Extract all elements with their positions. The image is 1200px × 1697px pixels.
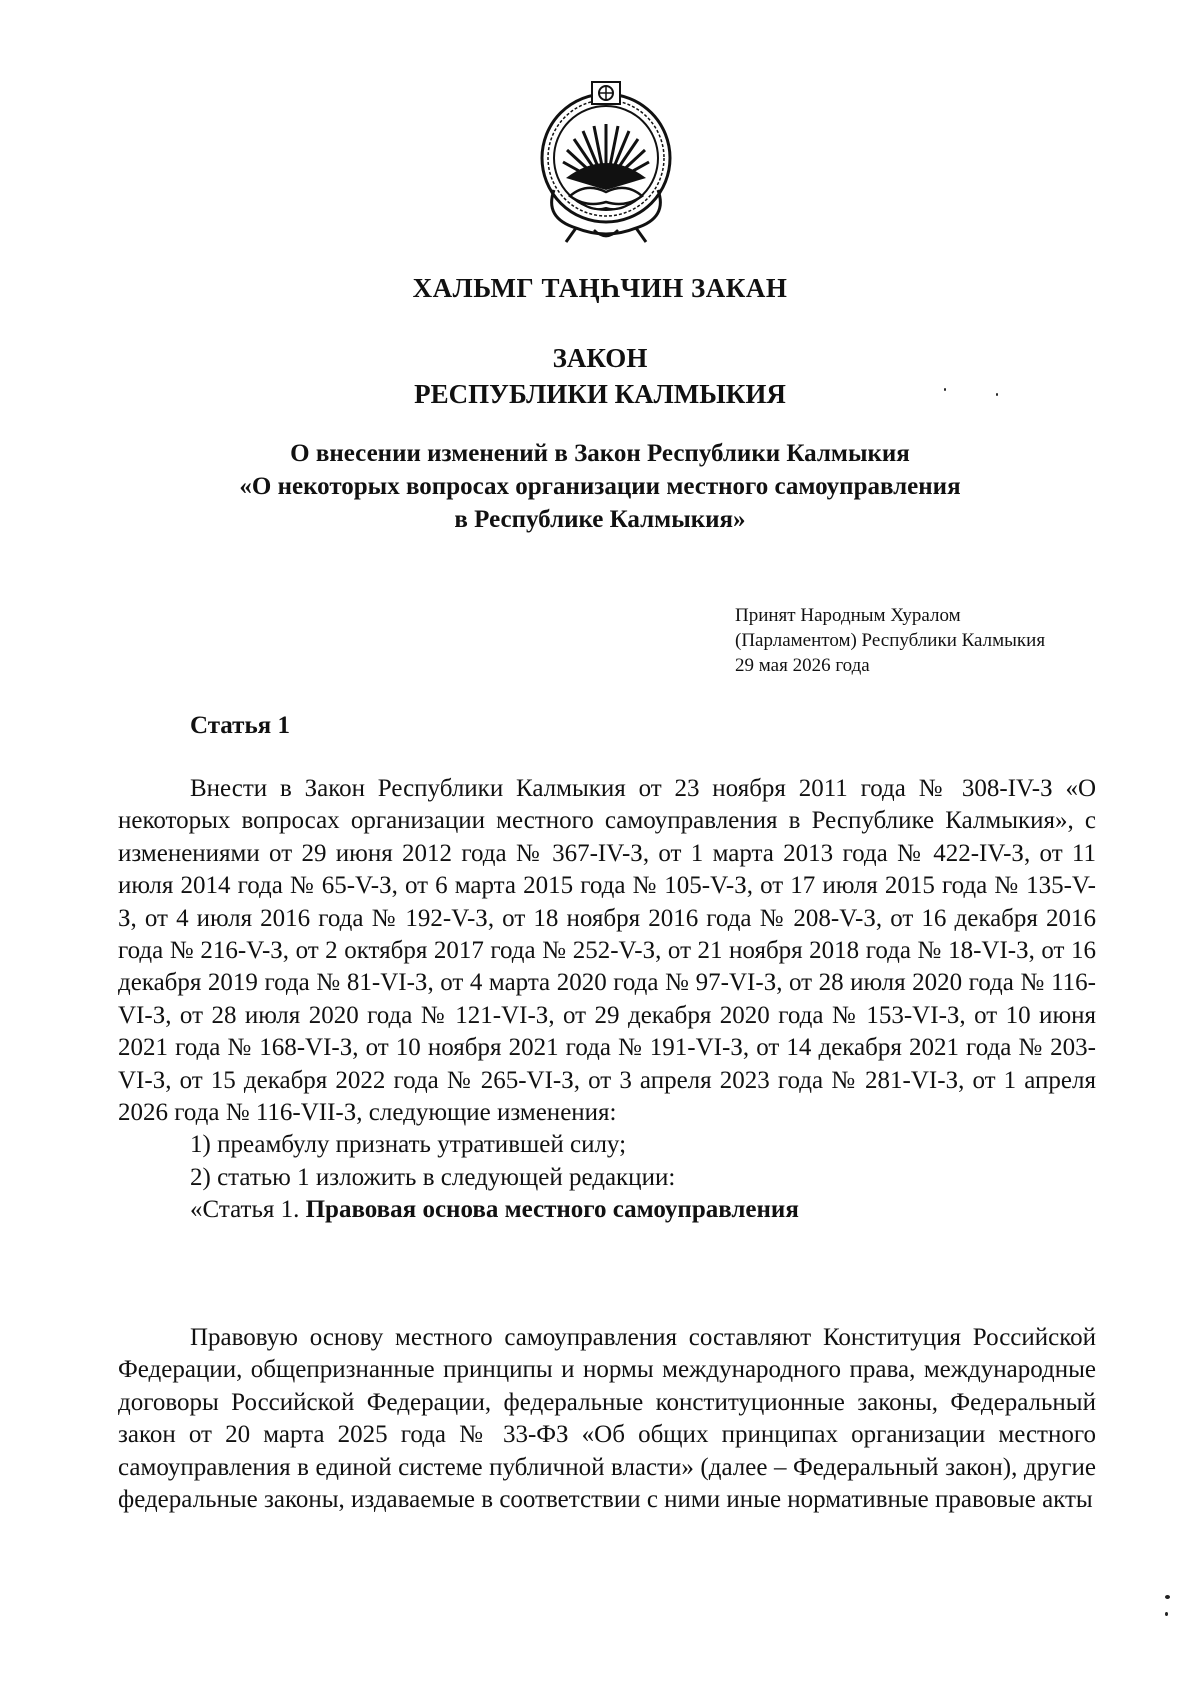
scan-speck bbox=[944, 388, 946, 391]
scan-speck bbox=[1165, 1595, 1170, 1599]
article-heading: Статья 1 bbox=[190, 712, 290, 739]
legal-basis-paragraph: Правовую основу местного самоуправления составляют Конституция Российской Федерации, общепризнанные принципы и нормы международного права, международные договоры Российской Федерации, федеральные конституционные законы, Федеральный закон от 20 марта 2025 года № 33-ФЗ «Об общих принципах организации местного самоуправления в единой системе публичной власти» (далее – Федеральный закон), другие федеральные законы, издаваемые в соответствии с ними иные нормативные правовые акты bbox=[118, 1324, 1096, 1514]
list-item-2: 2) статью 1 изложить в следующей редакции: bbox=[190, 1163, 676, 1191]
legal-basis-body bbox=[118, 1322, 1096, 1516]
adoption-date: 29 мая 2026 года bbox=[735, 655, 870, 676]
adoption-line1: Принят Народным Хуралом bbox=[735, 605, 961, 626]
scan-speck bbox=[996, 393, 998, 396]
adoption-line2: (Парламентом) Республики Калмыкия bbox=[735, 630, 1046, 651]
law-title-line2: РЕСПУБЛИКИ КАЛМЫКИЯ bbox=[414, 379, 786, 409]
quoted-article-prefix: «Статья 1. bbox=[190, 1196, 306, 1224]
list-item-3 bbox=[118, 1194, 1096, 1226]
law-title-line1: ЗАКОН bbox=[552, 343, 648, 373]
subject-line1: О внесении изменений в Закон Республики Калмыкия bbox=[290, 440, 910, 467]
scan-speck bbox=[1165, 1612, 1168, 1616]
law-subject bbox=[0, 437, 1200, 536]
article-intro-paragraph: Внести в Закон Республики Калмыкия от 23 ноября 2011 года № 308-IV-З «О некоторых вопросах организации местного самоуправления в Республике Калмыкия», с изменениями от 29 июня 2012 года № 367-IV-З, от 1 марта 2013 года № 422-IV-З, от 11 июля 2014 года № 65-V-З, от 6 марта 2015 года № 105-V-З, от 17 июля 2015 года № 135-V-З, от 4 июля 2016 года № 192-V-З, от 18 ноября 2016 года № 208-V-З, от 16 декабря 2016 года № 216-V-З, от 2 октября 2017 года № 252-V-З, от 21 ноября 2018 года № 18-VI-З, от 16 декабря 2019 года № 81-VI-З, от 4 марта 2020 года № 97-VI-З, от 28 июля 2020 года № 116-VI-З, от 28 июля 2020 года № 121-VI-З, от 29 декабря 2020 года № 153-VI-З, от 10 июня 2021 года № 168-VI-З, от 10 ноября 2021 года № 191-VI-З, от 14 декабря 2021 года № 203-VI-З, от 15 декабря 2022 года № 265-VI-З, от 3 апреля 2023 года № 281-VI-З, от 1 апреля 2026 года № 116-VII-З, следующие изменения: bbox=[118, 775, 1096, 1127]
quoted-article-title: Правовая основа местного самоуправления bbox=[305, 1196, 799, 1224]
list-item-1: 1) преамбулу признать утратившей силу; bbox=[190, 1131, 627, 1159]
article-body bbox=[118, 773, 1096, 1227]
coat-of-arms-emblem bbox=[536, 78, 676, 246]
subject-line2: «О некоторых вопросах организации местного самоуправления bbox=[239, 473, 961, 500]
law-title bbox=[0, 340, 1200, 412]
adoption-note bbox=[735, 603, 1045, 678]
subject-line3: в Республике Калмыкия» bbox=[454, 506, 746, 533]
kalmyk-title: ХАЛЬМГ ТАҢҺЧИН ЗАКАН bbox=[412, 273, 788, 303]
